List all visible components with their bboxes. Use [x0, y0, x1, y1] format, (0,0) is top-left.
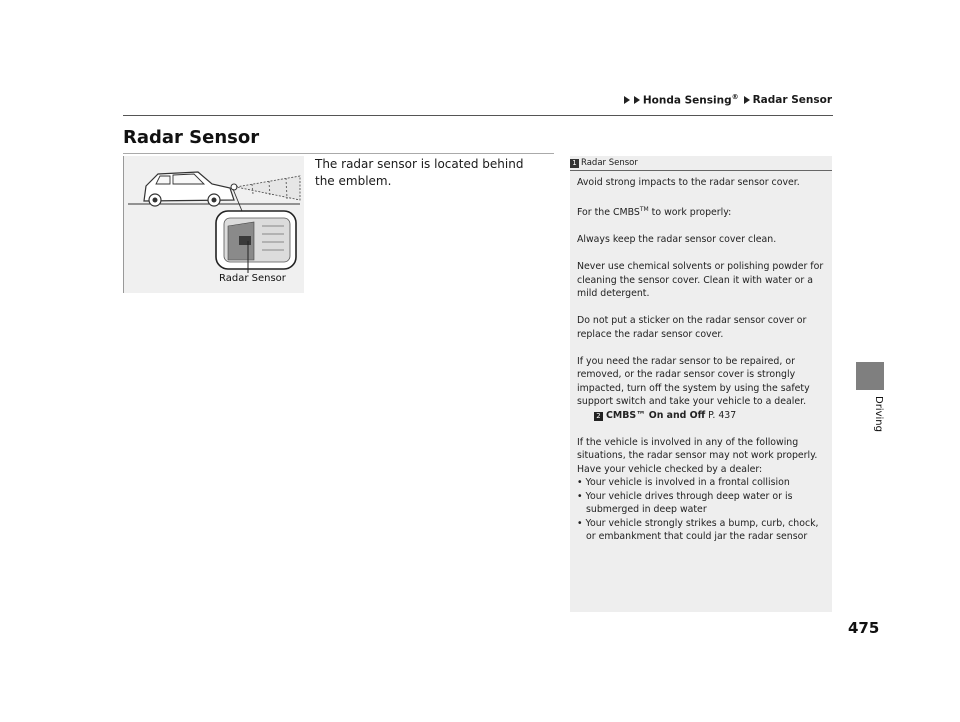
- breadcrumb-arrow-icon: [634, 96, 640, 104]
- note-paragraph: Avoid strong impacts to the radar sensor cover.: [577, 177, 800, 188]
- list-item: • Your vehicle drives through deep water or is submerged in deep water: [577, 490, 793, 516]
- title-rule: [123, 153, 554, 154]
- radar-sensor-figure: [123, 156, 304, 293]
- page-number: 475: [848, 619, 880, 637]
- note-paragraph: If you need the radar sensor to be repaired, or removed, or the radar sensor cover is strongly impacted, turn off the system by using the safety support switch and take your vehicle to a dealer.: [577, 355, 810, 408]
- header-rule: [123, 115, 833, 116]
- note-paragraph: Always keep the radar sensor cover clean.: [577, 234, 777, 246]
- note-header: [570, 156, 832, 171]
- breadcrumb-arrow-icon: [744, 96, 750, 104]
- section-title: Radar Sensor: [123, 127, 260, 148]
- note-box: [570, 156, 832, 612]
- list-item: • Your vehicle is involved in a frontal collision: [577, 477, 790, 489]
- note-paragraph: If the vehicle is involved in any of the following situations, the radar sensor may not work properly. Have your vehicle checked by a dealer:: [577, 436, 818, 475]
- breadcrumb-item-radar-sensor[interactable]: Radar Sensor: [752, 93, 832, 106]
- breadcrumb: [623, 93, 832, 107]
- chapter-tab[interactable]: [856, 362, 884, 390]
- list-item: • Your vehicle strongly strikes a bump, curb, chock, or embankment that could jar the radar sensor: [577, 517, 819, 543]
- note-paragraph: Do not put a sticker on the radar sensor cover or replace the radar sensor cover.: [577, 315, 807, 340]
- note-paragraph: Never use chemical solvents or polishing powder for cleaning the sensor cover. Clean it with water or a mild detergent.: [577, 261, 824, 300]
- cross-reference-link[interactable]: 2 CMBS™ On and Off P. 437: [577, 409, 829, 423]
- note-paragraph: For the CMBS™ to work properly:: [577, 206, 732, 219]
- breadcrumb-arrow-icon: [624, 96, 630, 104]
- note-number-icon: 1: [570, 159, 579, 168]
- note-title: Radar Sensor: [581, 158, 638, 168]
- note-body: [577, 176, 829, 544]
- reference-arrow-icon: 2: [594, 412, 603, 421]
- chapter-label: Driving: [873, 396, 884, 432]
- section-body: The radar sensor is located behind the emblem.: [315, 157, 524, 188]
- breadcrumb-item-honda-sensing[interactable]: Honda Sensing®: [642, 93, 739, 107]
- figure-label: Radar Sensor: [219, 273, 286, 284]
